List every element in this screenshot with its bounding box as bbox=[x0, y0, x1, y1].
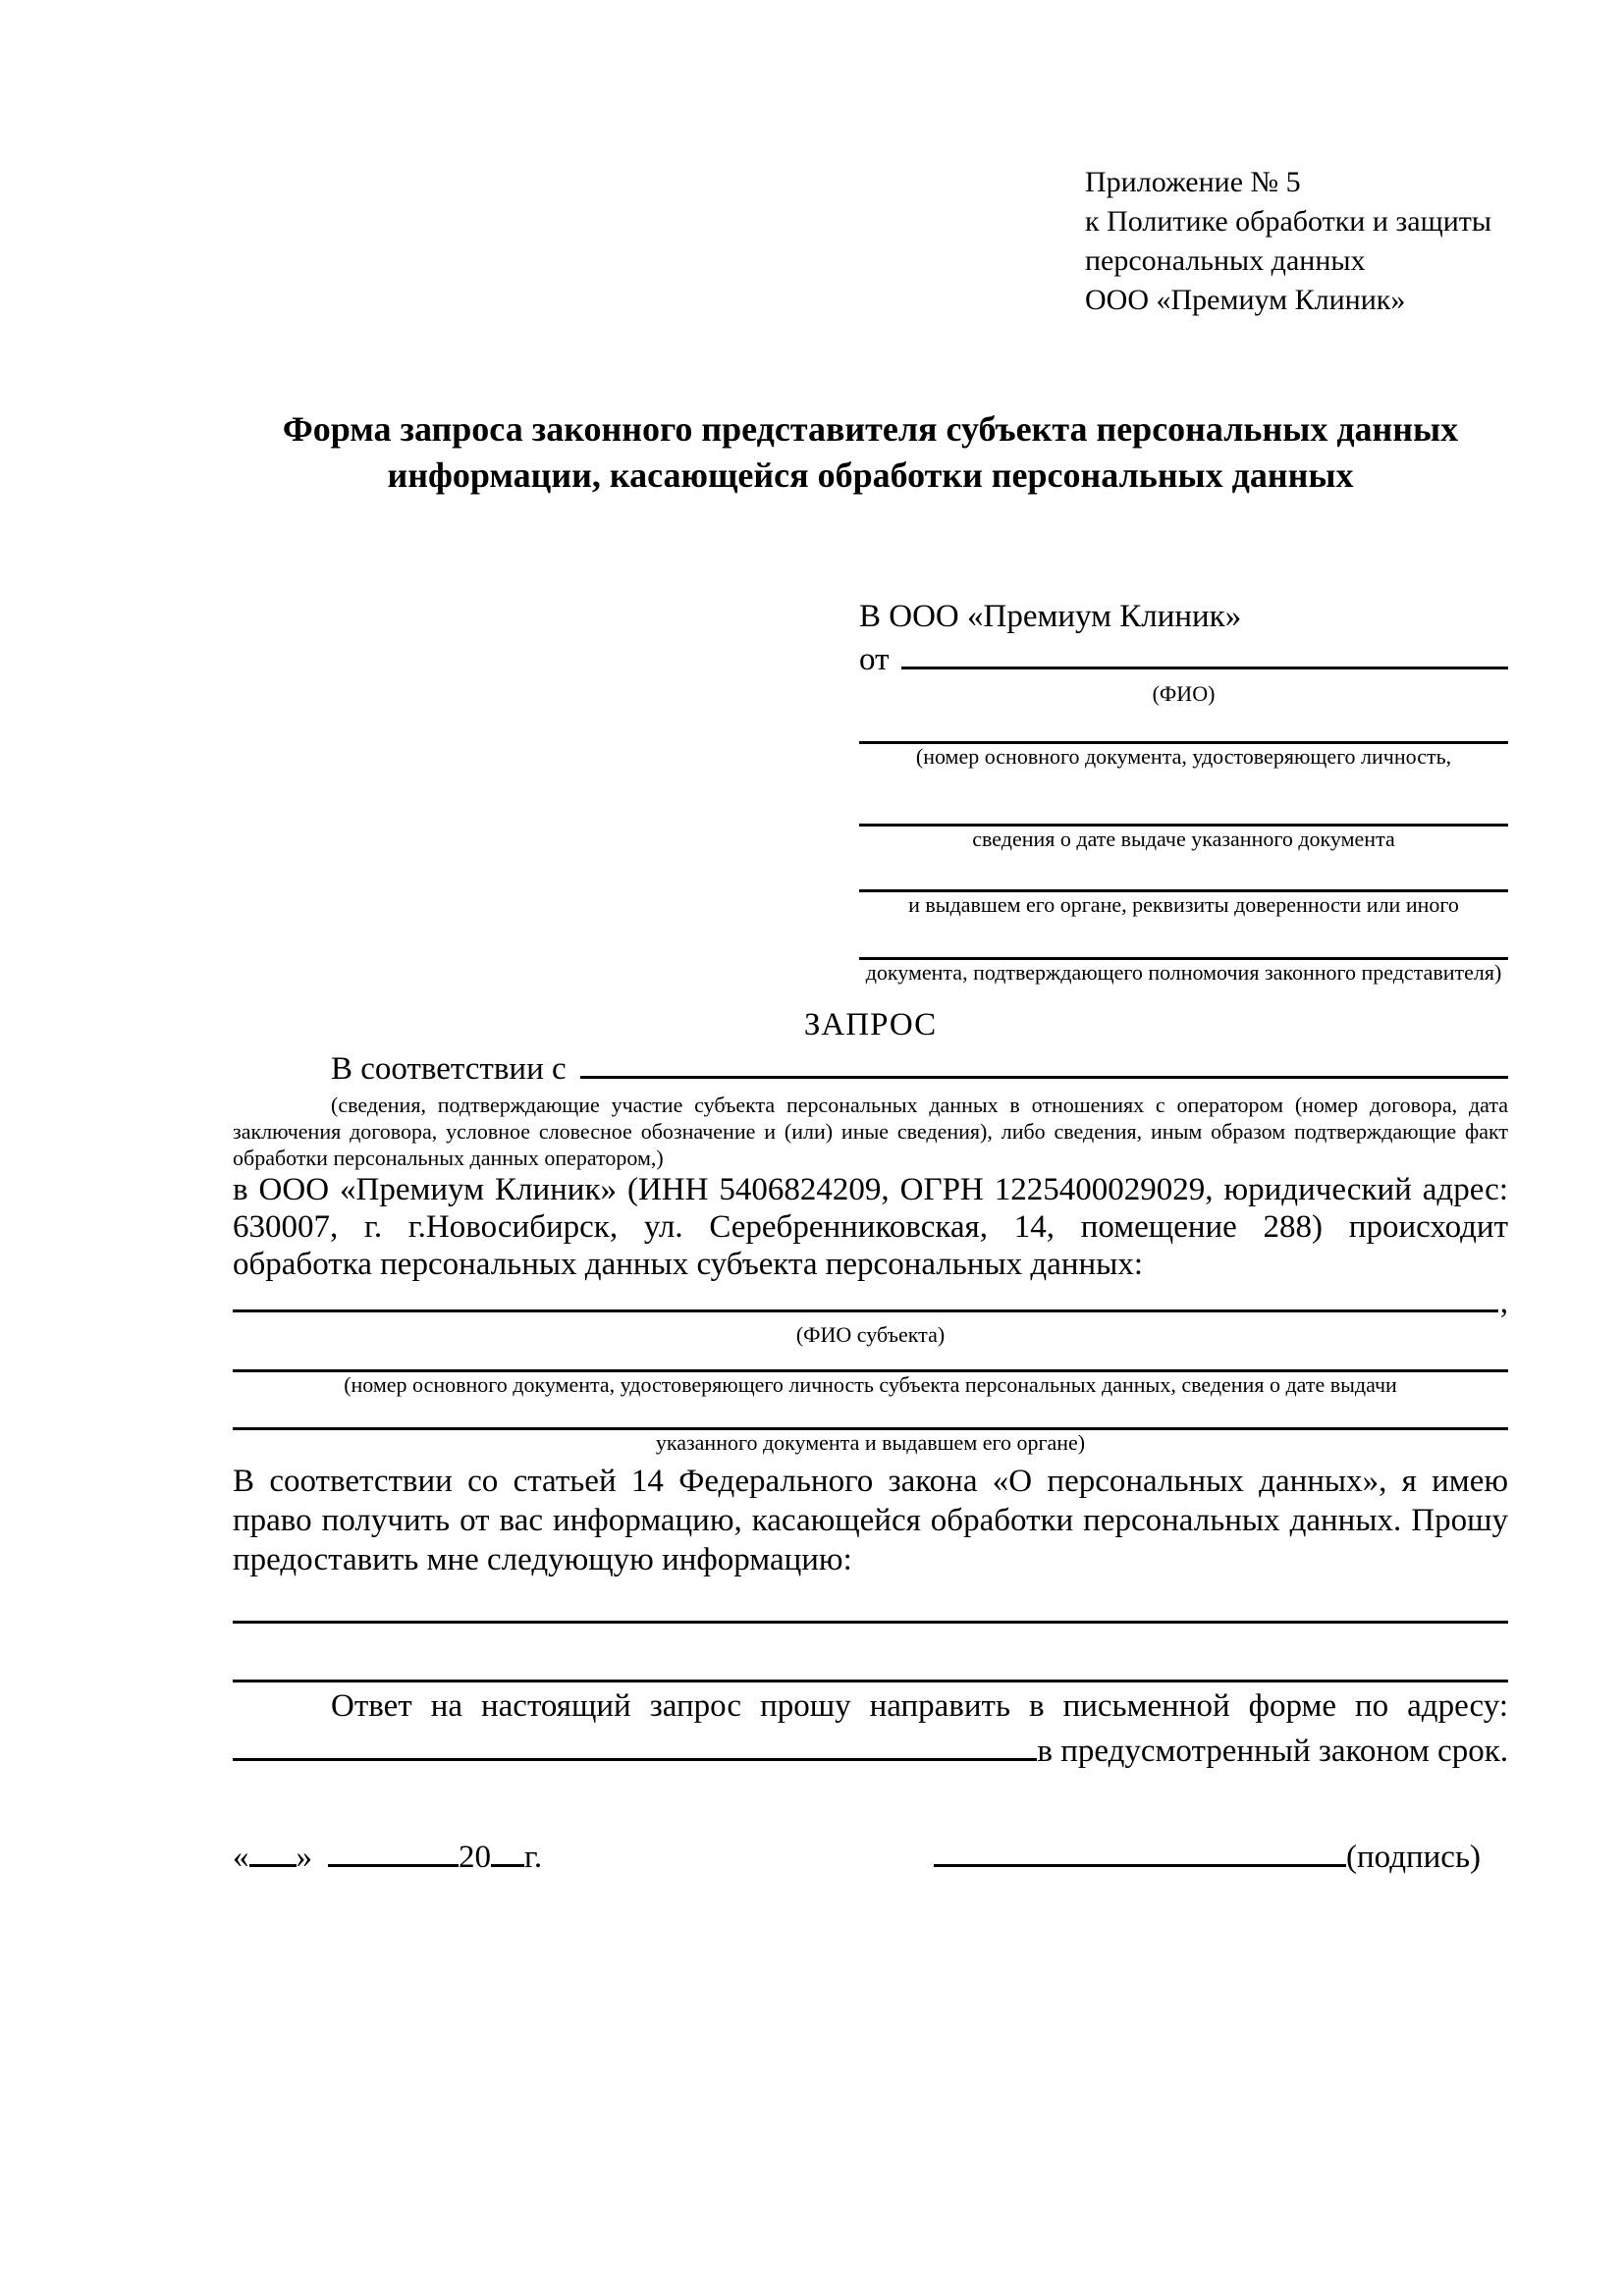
day-blank-line bbox=[249, 1844, 297, 1867]
subject-fio-comma: , bbox=[1499, 1285, 1508, 1320]
reply-sentence: Ответ на настоящий запрос прошу направить в письменной форме по адресу: bbox=[331, 1688, 1508, 1724]
subject-fio-blank-line bbox=[233, 1290, 1498, 1312]
request-heading: ЗАПРОС bbox=[803, 1007, 938, 1042]
signature-caption: (подпись) bbox=[1346, 1840, 1481, 1875]
recipient-from-row bbox=[859, 638, 1508, 681]
blank-line bbox=[859, 707, 1508, 744]
appendix-line: персональных данных bbox=[1085, 244, 1366, 277]
reply-address-blank-line bbox=[233, 1738, 1037, 1761]
from-label: от bbox=[859, 642, 890, 677]
operator-paragraph: в ООО «Премиум Клиник» (ИНН 5406824209, ОГРН 1225400029029, юридический адрес: 630007, г. г.Новосибирск, ул. Серебренниковская, 14, помещение 288) происходит обработка персональных данных субъекта персональных данных: bbox=[233, 1172, 1508, 1282]
signature-blank-line bbox=[934, 1844, 1346, 1867]
footer-row bbox=[233, 1836, 1508, 1879]
reply-address-row bbox=[233, 1730, 1508, 1773]
blank-line bbox=[859, 852, 1508, 892]
blank-line bbox=[233, 1627, 1508, 1682]
recipient-block bbox=[859, 595, 1508, 986]
blank-caption: (номер основного документа, удостоверяющего личность, bbox=[915, 744, 1452, 769]
fio-caption: (ФИО) bbox=[1152, 681, 1216, 706]
open-quote: « bbox=[233, 1840, 249, 1875]
appendix-line: Приложение № 5 bbox=[1085, 166, 1301, 198]
subject-doc-caption-2: указанного документа и выдавшем его органе) bbox=[655, 1430, 1086, 1455]
appendix-line: ООО «Премиум Клиник» bbox=[1085, 284, 1406, 316]
subject-fio-caption: (ФИО субъекта) bbox=[795, 1322, 946, 1347]
subject-doc-caption-1: (номер основного документа, удостоверяющего личность субъекта персональных данных, сведения о дате выдачи bbox=[344, 1372, 1397, 1397]
signature-block bbox=[934, 1836, 1481, 1879]
from-blank-line bbox=[901, 647, 1509, 669]
subject-fio-row bbox=[233, 1283, 1508, 1322]
year-prefix: 20 bbox=[459, 1840, 491, 1875]
blank-line bbox=[233, 1579, 1508, 1624]
blank-caption: документа, подтверждающего полномочия законного представителя) bbox=[865, 960, 1502, 985]
year-blank-line bbox=[491, 1844, 524, 1867]
appendix-line: к Политике обработки и защиты bbox=[1085, 205, 1492, 238]
law-paragraph: В соответствии со статьей 14 Федерального закона «О персональных данных», я имею право получить от вас информацию, касающейся обработки персональных данных. Прошу предоставить мне следующую информацию: bbox=[233, 1464, 1508, 1577]
accordance-row bbox=[233, 1046, 1508, 1092]
month-blank-line bbox=[328, 1844, 459, 1867]
appendix-block bbox=[1085, 163, 1508, 320]
accordance-blank-line bbox=[580, 1056, 1508, 1079]
blank-line bbox=[859, 770, 1508, 827]
document-title: Форма запроса законного представителя субъекта персональных данных информации, касающейся обработки персональных данных bbox=[282, 409, 1459, 495]
close-quote: » bbox=[296, 1840, 312, 1875]
accordance-caption: (сведения, подтверждающие участие субъекта персональных данных в отношениях с оператором (номер договора, дата заключения договора, условное словесное обозначение и (или) иные сведения), либо сведения, иным образом подтверждающие факт обработки персональных данных оператором,) bbox=[233, 1093, 1508, 1170]
blank-line bbox=[233, 1348, 1508, 1372]
reply-suffix: в предусмотренный законом срок. bbox=[1037, 1734, 1508, 1769]
year-suffix: г. bbox=[524, 1840, 543, 1875]
blank-caption: сведения о дате выдаче указанного документа bbox=[972, 827, 1395, 851]
recipient-to: В ООО «Премиум Клиник» bbox=[859, 599, 1242, 634]
blank-line bbox=[859, 918, 1508, 960]
blank-caption: и выдавшем его органе, реквизиты доверенности или иного bbox=[908, 892, 1459, 917]
date-line bbox=[233, 1836, 542, 1879]
accordance-lead: В соответствии с bbox=[331, 1051, 567, 1087]
blank-line bbox=[233, 1398, 1508, 1430]
